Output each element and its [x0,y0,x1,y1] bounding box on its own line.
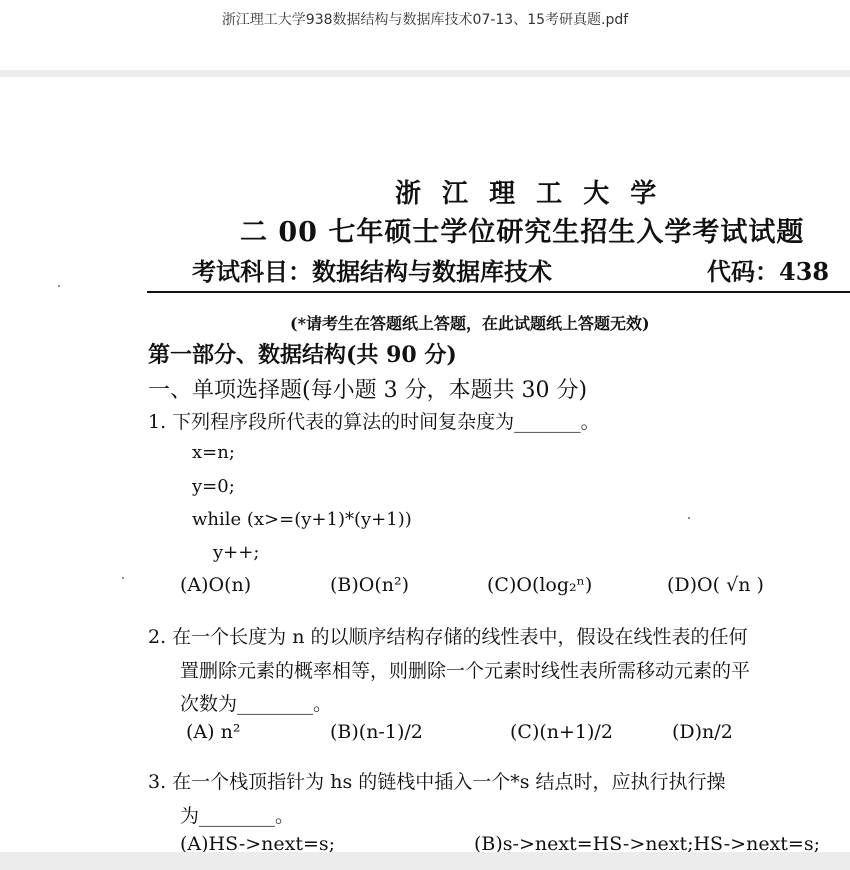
question-2-option-c: (C)(n+1)/2 [510,721,613,743]
exam-code: 代码：438 [707,257,830,286]
exam-note: (*请考生在答题纸上答题，在此试题纸上答题无效) [290,314,650,333]
question-2-option-a: (A) n² [186,721,241,743]
bottom-bar [0,852,850,870]
section-heading: 一、单项选择题(每小题 3 分，本题共 30 分) [148,378,588,403]
question-1-code-line: x=n; [192,442,235,463]
header-rule [147,291,850,293]
question-2-stem: 置删除元素的概率相等，则删除一个元素时线性表所需移动元素的平 [180,660,751,682]
question-1-code-line: while (x>=(y+1)*(y+1)) [192,509,412,530]
scan-speck [58,285,60,287]
question-2-option-d: (D)n/2 [672,721,733,743]
file-title: 浙江理工大学938数据结构与数据库技术07-13、15考研真题.pdf [221,12,629,28]
question-3-option-a: (A)HS->next=s; [180,833,336,852]
scan-speck [688,517,690,519]
question-1-code-line: y++; [213,542,260,563]
question-3-stem: 3. 在一个栈顶指针为 hs 的链栈中插入一个*s 结点时，应执行执行操 [148,771,726,793]
question-1-option-a: (A)O(n) [180,574,252,596]
part-heading: 第一部分、数据结构(共 90 分) [148,342,457,368]
university-name: 浙 江 理 工 大 学 [395,179,663,209]
question-1-option-c: (C)O(log₂ⁿ) [487,574,593,596]
viewer-header [0,0,850,70]
question-2-option-b: (B)(n-1)/2 [330,721,423,743]
question-1-option-b: (B)O(n²) [330,574,410,596]
question-2-stem: 2. 在一个长度为 n 的以顺序结构存储的线性表中，假设在线性表的任何 [148,626,748,648]
question-3-option-b: (B)s->next=HS->next;HS->next=s; [474,833,821,852]
scan-speck [122,577,124,579]
exam-year-title: 二 00 七年硕士学位研究生招生入学考试试题 [240,217,805,248]
question-2-stem: 次数为________。 [180,693,333,715]
question-1-code-line: y=0; [192,476,235,497]
question-1-stem: 1. 下列程序段所代表的算法的时间复杂度为_______。 [148,411,600,433]
header-divider [0,70,850,77]
exam-subject: 考试科目：数据结构与数据库技术 [192,257,552,286]
question-3-stem: 为________。 [180,805,295,827]
question-1-option-d: (D)O( √n ) [667,574,764,596]
document-page[interactable] [0,77,850,852]
